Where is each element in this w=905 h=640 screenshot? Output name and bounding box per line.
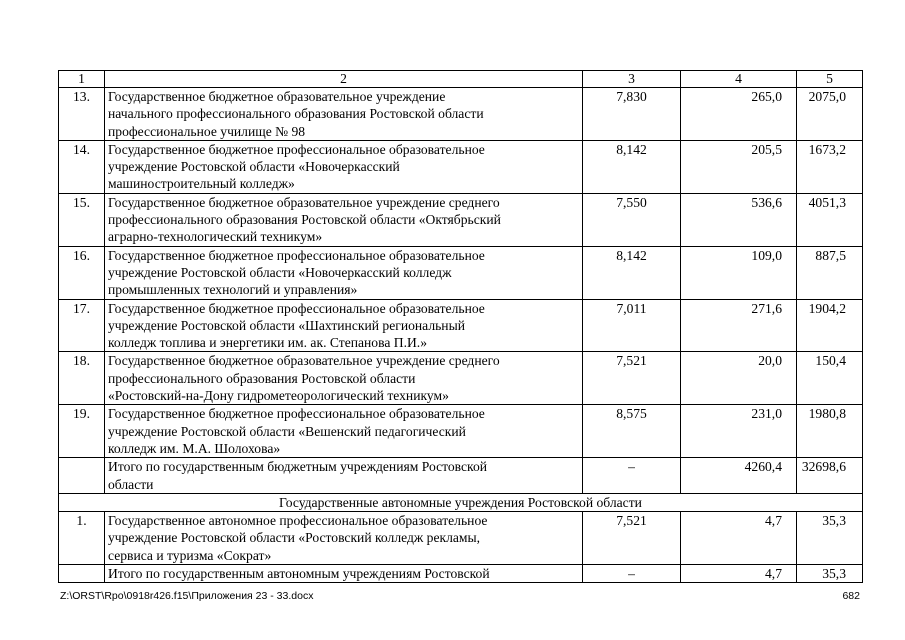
value-col5: 35,3 bbox=[797, 512, 863, 565]
row-number: 13. bbox=[59, 88, 105, 141]
value-col3: 7,521 bbox=[583, 512, 681, 565]
institution-name bbox=[105, 352, 583, 405]
value-col5: 35,3 bbox=[797, 565, 863, 583]
empty-cell bbox=[59, 458, 105, 494]
row-number: 18. bbox=[59, 352, 105, 405]
footer-page-number: 682 bbox=[842, 590, 860, 602]
name-line: учреждение Ростовской области «Шахтинский региональный bbox=[108, 317, 465, 333]
institution-name bbox=[105, 246, 583, 299]
name-line: колледж топлива и энергетики им. ак. Степанова П.И.» bbox=[108, 335, 428, 351]
value-col4: 4,7 bbox=[681, 512, 797, 565]
name-line: аграрно-технологический техникум» bbox=[108, 229, 323, 245]
institution-name bbox=[105, 193, 583, 246]
value-col3: 7,521 bbox=[583, 352, 681, 405]
institution-name bbox=[105, 140, 583, 193]
row-number: 14. bbox=[59, 140, 105, 193]
table-row bbox=[59, 512, 863, 565]
institution-name bbox=[105, 405, 583, 458]
name-line: Государственное бюджетное образовательное учреждение среднего bbox=[108, 353, 500, 369]
name-line: машиностроительный колледж» bbox=[108, 176, 295, 192]
table-row bbox=[59, 140, 863, 193]
name-line: учреждение Ростовской области «Новочеркасский колледж bbox=[108, 264, 452, 280]
table-header-row bbox=[59, 71, 863, 88]
name-line: начального профессионального образования Ростовской области bbox=[108, 106, 484, 122]
value-col4: 109,0 bbox=[681, 246, 797, 299]
table-row bbox=[59, 405, 863, 458]
name-line: «Ростовский-на-Дону гидрометеорологический техникум» bbox=[108, 388, 449, 404]
value-col3: – bbox=[583, 458, 681, 494]
header-cell: 1 bbox=[59, 71, 105, 88]
value-col4: 205,5 bbox=[681, 140, 797, 193]
value-col4: 536,6 bbox=[681, 193, 797, 246]
value-col3: 7,011 bbox=[583, 299, 681, 352]
value-col4: 4260,4 bbox=[681, 458, 797, 494]
value-col5: 150,4 bbox=[797, 352, 863, 405]
name-line: профессионального образования Ростовской области «Октябрьский bbox=[108, 212, 501, 228]
name-line: учреждение Ростовской области «Вешенский педагогический bbox=[108, 423, 466, 439]
header-cell: 3 bbox=[583, 71, 681, 88]
row-number: 15. bbox=[59, 193, 105, 246]
name-line: профессионального образования Ростовской области bbox=[108, 370, 416, 386]
row-number: 1. bbox=[59, 512, 105, 565]
name-line: области bbox=[108, 476, 154, 492]
value-col5: 1904,2 bbox=[797, 299, 863, 352]
total-row-budget bbox=[59, 458, 863, 494]
total-label bbox=[105, 458, 583, 494]
value-col4: 4,7 bbox=[681, 565, 797, 583]
table-row bbox=[59, 299, 863, 352]
name-line: учреждение Ростовской области «Ростовский колледж рекламы, bbox=[108, 530, 481, 546]
value-col5: 2075,0 bbox=[797, 88, 863, 141]
name-line: профессиональное училище № 98 bbox=[108, 123, 306, 139]
institution-name bbox=[105, 299, 583, 352]
table-row bbox=[59, 88, 863, 141]
table-row bbox=[59, 246, 863, 299]
name-line: Итого по государственным бюджетным учреждениям Ростовской bbox=[108, 459, 488, 475]
value-col5: 887,5 bbox=[797, 246, 863, 299]
table-row bbox=[59, 352, 863, 405]
value-col3: 7,550 bbox=[583, 193, 681, 246]
name-line: Государственное бюджетное профессиональное образовательное bbox=[108, 300, 485, 316]
name-line: Государственное бюджетное профессиональное образовательное bbox=[108, 141, 485, 157]
name-line: Государственное бюджетное образовательное учреждение среднего bbox=[108, 194, 500, 210]
name-line: Итого по государственным автономным учреждениям Ростовской bbox=[108, 566, 490, 582]
value-col3: 8,142 bbox=[583, 140, 681, 193]
value-col4: 231,0 bbox=[681, 405, 797, 458]
value-col3: 8,142 bbox=[583, 246, 681, 299]
value-col5: 1980,8 bbox=[797, 405, 863, 458]
value-col3: – bbox=[583, 565, 681, 583]
header-cell: 4 bbox=[681, 71, 797, 88]
table-row bbox=[59, 193, 863, 246]
footer-file-path: Z:\ORST\Rpo\0918r426.f15\Приложения 23 - 33.docx bbox=[60, 590, 314, 602]
name-line: сервиса и туризма «Сократ» bbox=[108, 547, 272, 563]
value-col3: 8,575 bbox=[583, 405, 681, 458]
name-line: промышленных технологий и управления» bbox=[108, 282, 358, 298]
name-line: учреждение Ростовской области «Новочеркасский bbox=[108, 159, 400, 175]
empty-cell bbox=[59, 565, 105, 583]
value-col5: 1673,2 bbox=[797, 140, 863, 193]
row-number: 19. bbox=[59, 405, 105, 458]
value-col4: 271,6 bbox=[681, 299, 797, 352]
name-line: Государственное бюджетное образовательное учреждение bbox=[108, 89, 446, 104]
row-number: 16. bbox=[59, 246, 105, 299]
institution-name bbox=[105, 512, 583, 565]
header-cell: 5 bbox=[797, 71, 863, 88]
name-line: Государственное бюджетное профессиональное образовательное bbox=[108, 406, 485, 422]
value-col4: 265,0 bbox=[681, 88, 797, 141]
value-col5: 32698,6 bbox=[797, 458, 863, 494]
value-col5: 4051,3 bbox=[797, 193, 863, 246]
institution-name bbox=[105, 88, 583, 141]
value-col3: 7,830 bbox=[583, 88, 681, 141]
name-line: Государственное автономное профессиональное образовательное bbox=[108, 513, 488, 529]
total-row-autonomous bbox=[59, 565, 863, 583]
value-col4: 20,0 bbox=[681, 352, 797, 405]
appendix-table bbox=[58, 70, 863, 583]
total-label bbox=[105, 565, 583, 583]
header-cell: 2 bbox=[105, 71, 583, 88]
row-number: 17. bbox=[59, 299, 105, 352]
section-header-row bbox=[59, 493, 863, 511]
section-title: Государственные автономные учреждения Ростовской области bbox=[59, 493, 863, 511]
name-line: Государственное бюджетное профессиональное образовательное bbox=[108, 247, 485, 263]
name-line: колледж им. М.А. Шолохова» bbox=[108, 440, 281, 456]
